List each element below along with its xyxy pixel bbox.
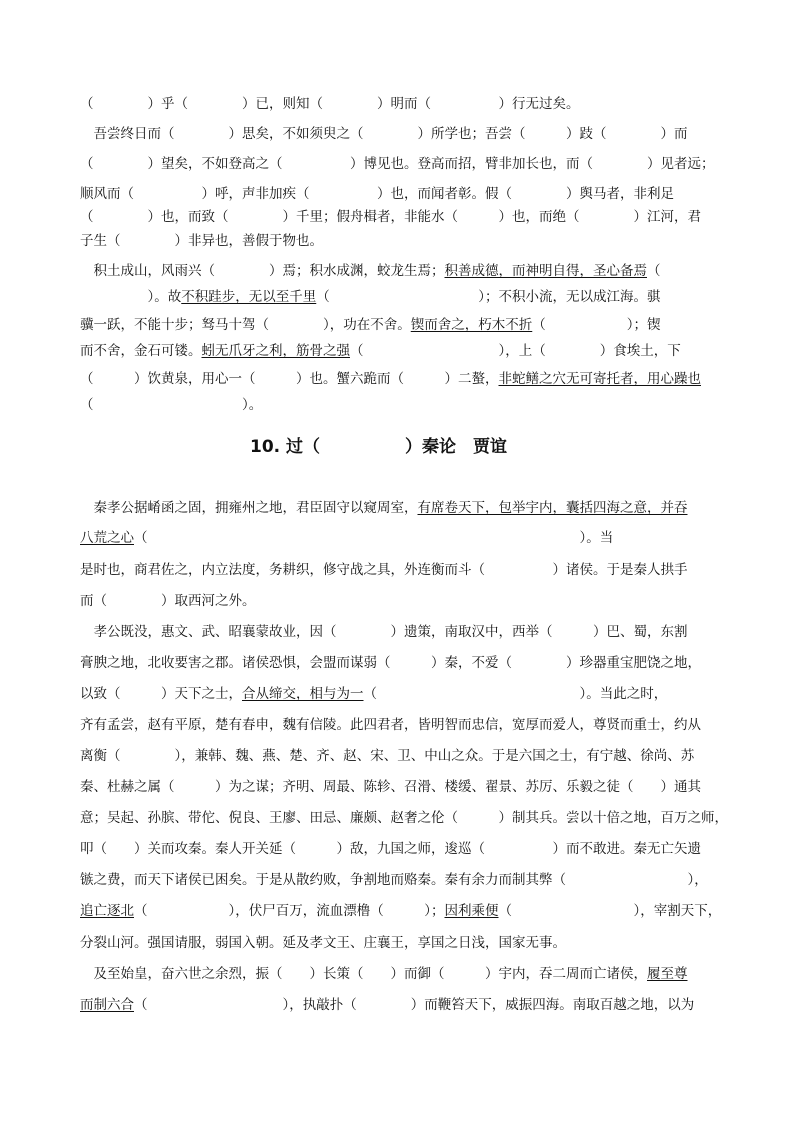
text-line (80, 872, 708, 888)
text-segment: 离衡（ ），兼韩、魏、燕、楚、齐、赵、宋、卫、中山之众。于是六国之士，有宁越、徐尚、苏 (80, 748, 695, 764)
text-segment: 而不舍，金石可镂。 (80, 343, 202, 359)
text-segment: 是时也，商君佐之，内立法度，务耕织，修守战之具，外连衡而斗（ ）诸侯。于是秦人拱手 (80, 562, 688, 578)
text-segment: （ ），宰割天下， (498, 903, 722, 919)
text-line (80, 289, 661, 305)
underlined-phrase: 八荒之心 (80, 530, 134, 546)
text-line (80, 562, 688, 578)
underlined-phrase: 有席卷天下，包举宇内，囊括四海之意，并吞 (417, 500, 688, 516)
text-line (80, 935, 566, 951)
text-segment: （ ）。当 (134, 530, 614, 546)
text-segment: 而（ ）取西河之外。 (80, 593, 256, 609)
text-line (80, 96, 580, 112)
text-line (80, 779, 701, 795)
text-line (80, 156, 715, 172)
text-segment: 骥一跃，不能十步；驽马十驾（ ），功在不舍。 (80, 317, 411, 333)
underlined-phrase: 合从缔交，相与为一 (242, 686, 364, 702)
text-line (80, 624, 688, 640)
text-line (80, 655, 701, 671)
text-segment: 意；吴起、孙膑、带佗、倪良、王廖、田忌、廉颇、赵奢之伦（ ）制其兵。尝以十倍之地，百万之师， (80, 810, 728, 826)
text-segment: 秦、杜赫之属（ ）为之谋；齐明、周最、陈轸、召滑、楼缓、翟景、苏厉、乐毅之徒（ ）通其 (80, 779, 701, 795)
text-segment: （ ），伏尸百万，流血漂橹（ ）； (134, 903, 445, 919)
underlined-phrase: 因利乘便 (444, 903, 499, 919)
text-segment: 子生（ ）非异也，善假于物也。 (80, 233, 323, 249)
text-segment: 齐有孟尝，赵有平原，楚有春申，魏有信陵。此四君者，皆明智而忠信，宽厚而爱人，尊贤而重士，约从 (80, 717, 701, 733)
underlined-phrase: 锲而舍之，朽木不折 (410, 317, 533, 333)
text-line (80, 686, 667, 702)
text-line (80, 343, 681, 359)
text-segment: （ ），执敲扑（ ）而鞭笞天下，威振四海。南取百越之地，以为 (134, 997, 695, 1013)
text-segment: 以致（ ）天下之士， (80, 686, 242, 702)
text-line (80, 233, 323, 249)
text-segment: （ ）；锲 (532, 317, 661, 333)
text-line (80, 317, 661, 333)
text-segment: （ (647, 263, 661, 279)
underlined-phrase: 积善成德，而神明自得，圣心备焉 (444, 263, 647, 279)
text-line (80, 263, 661, 279)
text-segment: （ ）；不积小流，无以成江海。骐 (316, 289, 661, 305)
text-line (80, 593, 256, 609)
text-segment: ）。故 (80, 289, 182, 305)
text-segment: 秦孝公据崤函之固，拥雍州之地，君臣固守以窥周室， (80, 500, 418, 516)
text-segment: （ ），上（ ）食埃土，下 (350, 343, 681, 359)
text-segment: （ ）饮黄泉，用心一（ ）也。蟹六跪而（ ）二螯， (80, 371, 499, 387)
text-line (80, 530, 613, 546)
text-line (80, 500, 688, 516)
text-line (80, 966, 688, 982)
text-segment: 叩（ ）关而攻秦。秦人开关延（ ）敌，九国之师，逡巡（ ）而不敢进。秦无亡矢遗 (80, 841, 701, 857)
text-line (80, 997, 694, 1013)
text-segment: （ ）望矣，不如登高之（ ）博见也。登高而招，臂非加长也，而（ ）见者远； (80, 156, 715, 172)
text-line (80, 371, 701, 387)
text-segment: （ ）。当此之时， (363, 686, 668, 702)
text-segment: 孝公既没，惠文、武、昭襄蒙故业，因（ ）遗策，南取汉中，西举（ ）巴、蜀，东割 (80, 624, 688, 640)
underlined-phrase: 履至尊 (647, 966, 688, 982)
underlined-phrase: 而制六合 (80, 997, 134, 1013)
text-segment: （ ）。 (80, 397, 263, 413)
text-line (80, 397, 262, 413)
text-segment: 分裂山河。强国请服，弱国入朝。延及孝文王、庄襄王，享国之日浅，国家无事。 (80, 935, 566, 951)
underlined-phrase: 非蛇鳝之穴无可寄托者，用心躁也 (498, 371, 701, 387)
section-title: 10. 过（ ）秦论 贾谊 (250, 437, 508, 457)
text-segment: （ ）也，而致（ ）千里；假舟楫者，非能水（ ）也，而绝（ ）江河，君 (80, 209, 701, 225)
underlined-phrase: 不积跬步，无以至千里 (181, 289, 317, 305)
text-segment: 及至始皇，奋六世之余烈，振（ ）长策（ ）而御（ ）宇内，吞二周而亡诸侯， (80, 966, 647, 982)
text-line (80, 748, 694, 764)
text-segment: 顺风而（ ）呼，声非加疾（ ）也，而闻者彰。假（ ）舆马者，非利足 (80, 186, 674, 202)
text-segment: 镞之费，而天下诸侯已困矣。于是从散约败，争割地而赂秦。秦有余力而制其弊（ ）， (80, 872, 708, 888)
text-line (80, 717, 701, 733)
text-line (80, 903, 721, 919)
text-line (80, 126, 688, 142)
text-segment: 积土成山，风雨兴（ ）焉；积水成渊，蛟龙生焉； (80, 263, 445, 279)
underlined-phrase: 追亡逐北 (80, 903, 134, 919)
text-line (80, 209, 701, 225)
text-segment: 吾尝终日而（ ）思矣，不如须臾之（ ）所学也；吾尝（ ）跂（ ）而 (80, 126, 688, 142)
text-segment: 膏腴之地，北收要害之郡。诸侯恐惧，会盟而谋弱（ ）秦，不爱（ ）珍器重宝肥饶之地， (80, 655, 701, 671)
text-segment: （ ）乎（ ）已，则知（ ）明而（ ）行无过矣。 (80, 96, 580, 112)
text-line (80, 810, 728, 826)
text-line (80, 841, 701, 857)
underlined-phrase: 蚓无爪牙之利，筋骨之强 (201, 343, 350, 359)
text-line (80, 186, 674, 202)
